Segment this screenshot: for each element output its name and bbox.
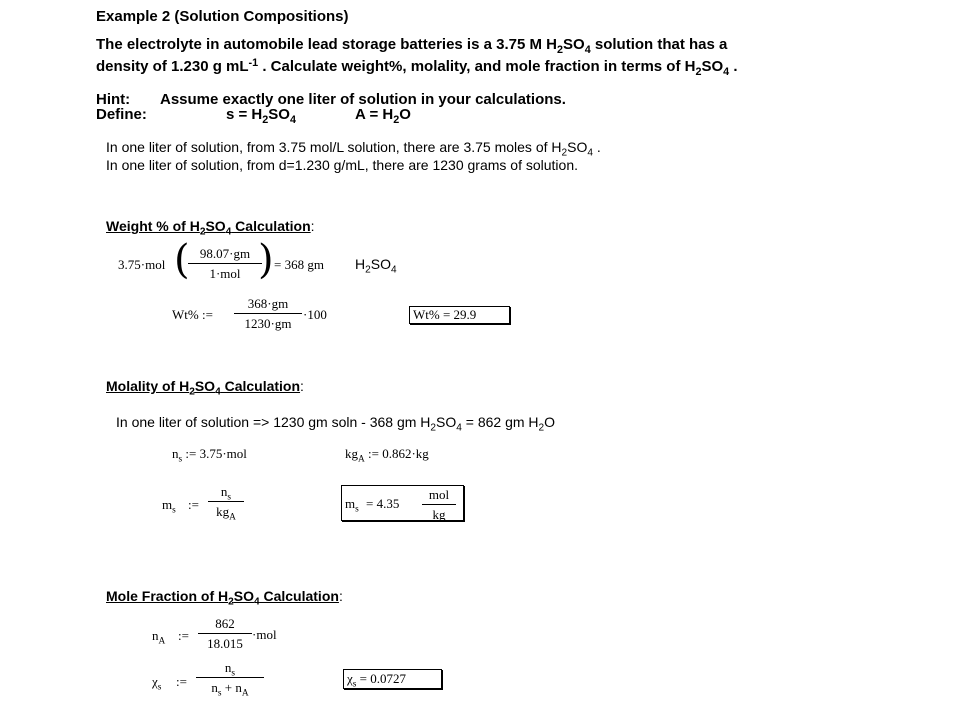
close-paren: ) (258, 237, 274, 283)
open-paren: ( (174, 237, 190, 283)
ms-assign: := (188, 497, 199, 512)
ms-fraction: $n_s$ $kg_A$ (208, 484, 244, 520)
chi-fraction: $\frac{n_s}{n_s + n_A}$ (196, 660, 264, 696)
ms-result-box: $m_s$ = 4.35 mol kg (341, 485, 464, 521)
intro-line-2: In one liter of solution, from d=1.230 g/mL, there are 1230 grams of solution. (106, 157, 578, 173)
hint-label: Hint: (96, 91, 131, 108)
wt-fraction: $\frac{368\cdot gm}{1230\cdot gm}$ (234, 296, 302, 332)
chi-label: $\chi_s$ (152, 674, 162, 693)
problem-line-2: density of 1.230 g $mL^{-1}$ . Calculate weight%, molality, and mole fraction in terms of $H_2SO_4$ . (96, 57, 738, 78)
weight-heading: Weight % of $H_2SO_4$ Calculation: (106, 218, 315, 238)
hint-text: Assume exactly one liter of solution in your calculations. (160, 91, 566, 108)
chi-assign: := (176, 674, 187, 689)
wt-result-box: Wt% = 29.9 (409, 306, 510, 324)
molality-liter-text: In one liter of solution => 1230 gm soln - 368 gm $H_2SO_4 = 862$ gm $H_2O$ (116, 414, 556, 434)
na-label: $n_A$ (152, 628, 166, 647)
intro-line-1: In one liter of solution, from 3.75 mol/L solution, there are 3.75 moles of $H_2SO_4$ . (106, 139, 601, 159)
chi-result-box: $\chi_s = 0.0727$ (343, 669, 442, 689)
na-unit: ·mol (252, 627, 277, 642)
weight-conversion-fraction: 98.07·gm 1·mol (188, 246, 262, 282)
define-a: $A = H_2O$ (355, 106, 411, 126)
molefraction-heading: Mole Fraction of $H_2SO_4$ Calculation: (106, 588, 343, 608)
define-label: Define: (96, 106, 147, 123)
define-s: $s = H_2SO_4$ (226, 106, 296, 126)
wt-multiplier: ·100 (303, 307, 327, 322)
ms-label: $m_s$ (162, 497, 176, 516)
ns-definition: $n_s$ := 3.75·mol (172, 446, 247, 465)
weight-equals-value: = 368 gm (274, 257, 324, 272)
weight-mol-coefficient: 3.75·mol (118, 257, 166, 272)
page-title: Example 2 (Solution Compositions) (96, 8, 349, 25)
problem-line-1: The electrolyte in automobile lead storage batteries is a 3.75 M $H_2SO_4$ solution that has a (96, 36, 728, 56)
kga-definition: $kg_A$ := 0.862·kg (345, 446, 429, 465)
na-assign: := (178, 628, 189, 643)
na-fraction: $\frac{862}{18.015}$ (198, 616, 252, 652)
wt-label: Wt% := (172, 307, 213, 322)
weight-formula: $H_2SO_4$ (355, 256, 397, 276)
molality-heading: Molality of $H_2SO_4$ Calculation: (106, 378, 304, 398)
